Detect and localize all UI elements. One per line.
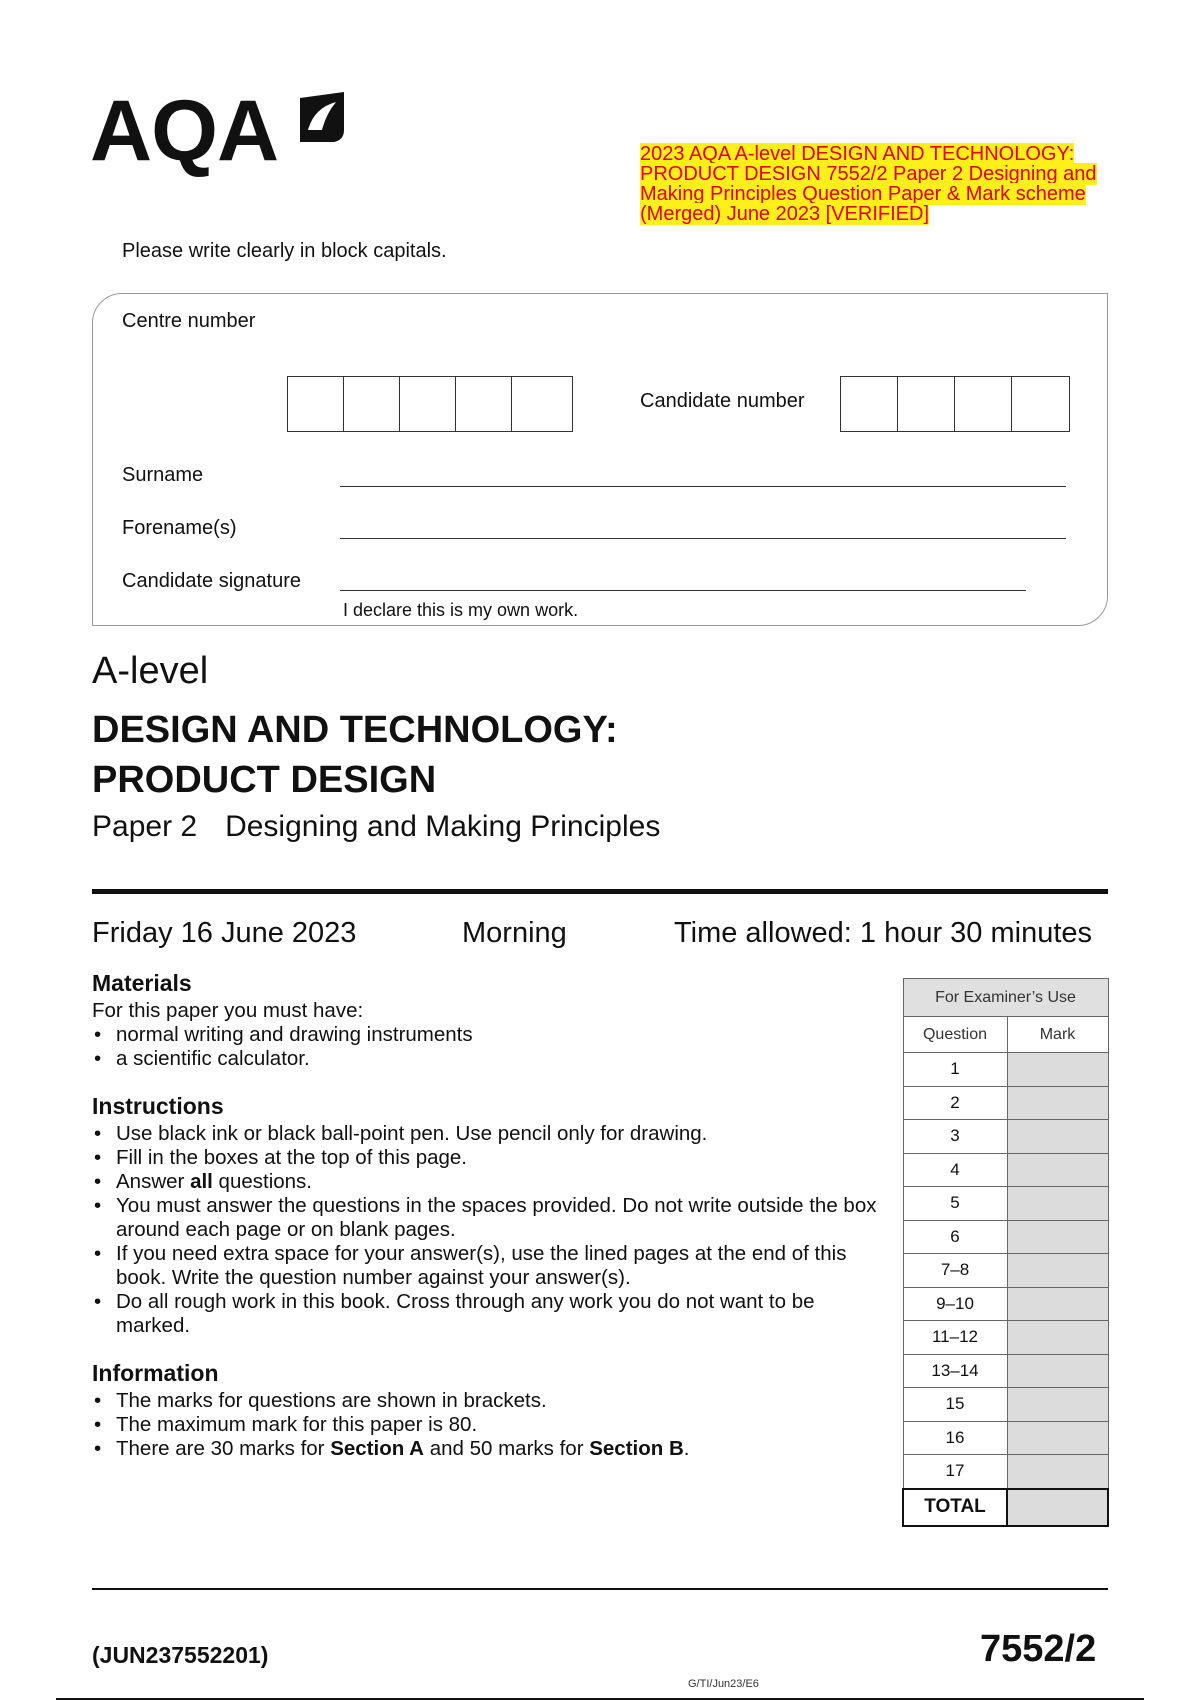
- paper-barcode-text: (JUN237552201): [92, 1642, 269, 1668]
- subject-title-line1: DESIGN AND TECHNOLOGY:: [92, 709, 618, 751]
- aqa-logo-text: AQA: [90, 83, 279, 179]
- table-row: 6: [903, 1220, 1108, 1254]
- mark-cell[interactable]: [1007, 1388, 1108, 1422]
- mark-cell[interactable]: [1007, 1354, 1108, 1388]
- exam-session: Morning: [462, 917, 567, 949]
- mark-cell[interactable]: [1007, 1321, 1108, 1355]
- footer-divider: [92, 1588, 1108, 1590]
- centre-number-label: Centre number: [122, 310, 256, 332]
- table-row: 16: [903, 1421, 1108, 1455]
- table-row: 15: [903, 1388, 1108, 1422]
- centre-number-boxes[interactable]: [287, 376, 573, 432]
- table-row: 13–14: [903, 1354, 1108, 1388]
- digit-box[interactable]: [288, 377, 344, 431]
- materials-section: [92, 970, 882, 1071]
- list-item: • There are 30 marks for Section A and 50 marks for Section B.: [92, 1437, 882, 1461]
- list-item: • normal writing and drawing instruments: [92, 1023, 882, 1047]
- table-row: 3: [903, 1120, 1108, 1154]
- surname-label: Surname: [122, 464, 204, 486]
- forename-label: Forename(s): [122, 517, 237, 539]
- mark-cell[interactable]: [1007, 1053, 1108, 1087]
- information-heading: Information: [92, 1360, 219, 1386]
- mark-cell[interactable]: [1007, 1287, 1108, 1321]
- digit-box[interactable]: [512, 377, 568, 431]
- list-item: • Do all rough work in this book. Cross through any work you do not want to be marked.: [92, 1290, 882, 1338]
- declaration-text: I declare this is my own work.: [343, 600, 579, 620]
- mark-cell[interactable]: [1007, 1455, 1108, 1489]
- instructions-heading: Instructions: [92, 1093, 224, 1119]
- aqa-leaf-icon: [296, 90, 352, 146]
- highlighted-note: 2023 AQA A-level DESIGN AND TECHNOLOGY: PRODUCT DESIGN 7552/2 Paper 2 Designing and Making Principles Question Paper & Mark scheme (Merged) June 2023 [VERIFIED]: [640, 143, 1097, 225]
- digit-box[interactable]: [456, 377, 512, 431]
- total-mark-cell[interactable]: [1007, 1489, 1108, 1526]
- print-reference: G/TI/Jun23/E6: [688, 1678, 759, 1690]
- table-row: 17: [903, 1455, 1108, 1489]
- mark-cell[interactable]: [1007, 1187, 1108, 1221]
- mark-cell[interactable]: [1007, 1421, 1108, 1455]
- table-row: 5: [903, 1187, 1108, 1221]
- table-row: 4: [903, 1153, 1108, 1187]
- signature-field[interactable]: [340, 590, 1026, 591]
- mark-cell[interactable]: [1007, 1254, 1108, 1288]
- table-row: 2: [903, 1086, 1108, 1120]
- list-item: • If you need extra space for your answer(s), use the lined pages at the end of this book. Write the question number against your answer(s).: [92, 1242, 882, 1290]
- table-row: 9–10: [903, 1287, 1108, 1321]
- digit-box[interactable]: [400, 377, 456, 431]
- table-row: 1: [903, 1053, 1108, 1087]
- digit-box[interactable]: [1012, 377, 1069, 431]
- information-section: [92, 1360, 882, 1461]
- signature-label: Candidate signature: [122, 570, 302, 592]
- list-item: • The maximum mark for this paper is 80.: [92, 1413, 882, 1437]
- digit-box[interactable]: [955, 377, 1012, 431]
- aqa-logo: [90, 83, 279, 179]
- subject-title-line2: PRODUCT DESIGN: [92, 759, 437, 801]
- list-item: • Fill in the boxes at the top of this page.: [92, 1146, 882, 1170]
- list-item: • The marks for questions are shown in brackets.: [92, 1389, 882, 1413]
- digit-box[interactable]: [898, 377, 955, 431]
- digit-box[interactable]: [841, 377, 898, 431]
- block-capitals-instruction: Please write clearly in block capitals.: [122, 240, 447, 262]
- table-row: 7–8: [903, 1254, 1108, 1288]
- subject-title: [92, 705, 618, 805]
- examiner-table-title: For Examiner’s Use: [903, 979, 1108, 1017]
- surname-field[interactable]: [340, 486, 1066, 487]
- materials-intro: For this paper you must have:: [92, 999, 364, 1022]
- exam-date: Friday 16 June 2023: [92, 917, 357, 949]
- candidate-number-boxes[interactable]: [840, 376, 1070, 432]
- table-row: 11–12: [903, 1321, 1108, 1355]
- candidate-number-label: Candidate number: [640, 390, 805, 412]
- instructions-section: [92, 1093, 882, 1338]
- mark-cell[interactable]: [1007, 1220, 1108, 1254]
- mark-cell[interactable]: [1007, 1120, 1108, 1154]
- list-item: • a scientific calculator.: [92, 1047, 882, 1071]
- qualification-level: A-level: [92, 650, 209, 692]
- digit-box[interactable]: [344, 377, 400, 431]
- mark-cell[interactable]: [1007, 1086, 1108, 1120]
- mark-cell[interactable]: [1007, 1153, 1108, 1187]
- list-item: • You must answer the questions in the spaces provided. Do not write outside the box around each page or on blank pages.: [92, 1194, 882, 1242]
- paper-code: 7552/2: [980, 1628, 1097, 1670]
- forename-field[interactable]: [340, 538, 1066, 539]
- total-row: TOTAL: [903, 1489, 1108, 1526]
- divider: [92, 889, 1108, 894]
- question-column-header: Question: [903, 1017, 1007, 1053]
- paper-name: Designing and Making Principles: [225, 810, 661, 843]
- mark-column-header: Mark: [1007, 1017, 1108, 1053]
- paper-title: [92, 810, 660, 844]
- list-item: • Use black ink or black ball-point pen. Use pencil only for drawing.: [92, 1122, 882, 1146]
- time-allowed: Time allowed: 1 hour 30 minutes: [674, 917, 1093, 949]
- list-item: • Answer all questions.: [92, 1170, 882, 1194]
- materials-heading: Materials: [92, 970, 192, 996]
- paper-number: Paper 2: [92, 810, 198, 843]
- examiner-use-table: [902, 978, 1109, 1527]
